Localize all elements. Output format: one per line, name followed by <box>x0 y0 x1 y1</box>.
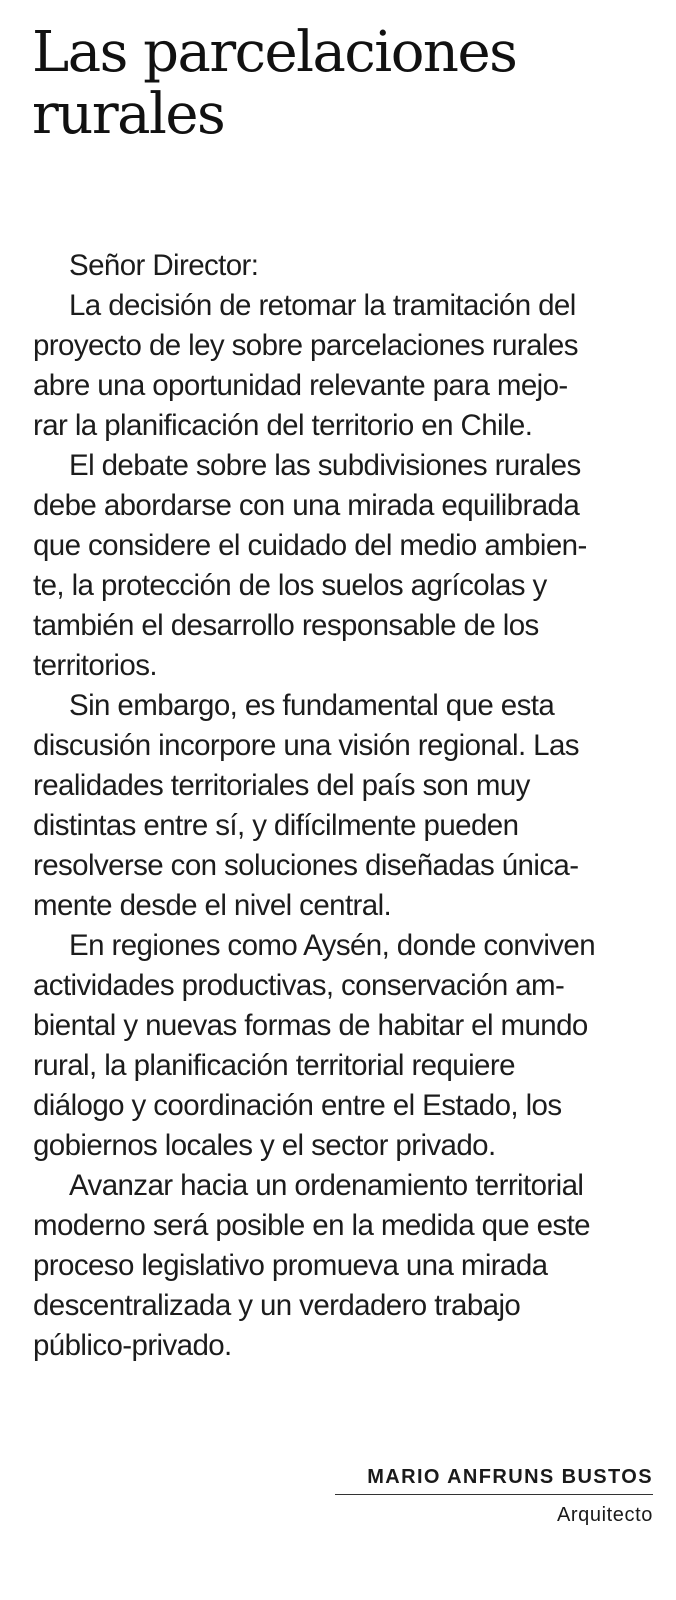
text-line: debe abordarse con una mirada equilibrada <box>33 489 580 522</box>
text-line: que considere el cuidado del medio ambien- <box>33 529 587 562</box>
text-line: también el desarrollo responsable de los <box>33 609 539 642</box>
paragraph <box>33 246 669 286</box>
text-line: La decisión de retomar la tramitación del <box>69 289 576 322</box>
text-line: diálogo y coordinación entre el Estado, los <box>33 1089 562 1122</box>
author-name: MARIO ANFRUNS BUSTOS <box>367 1466 653 1488</box>
text-line: resolverse con soluciones diseñadas única- <box>33 849 579 882</box>
text-line: distintas entre sí, y difícilmente pueden <box>33 809 519 842</box>
text-line: realidades territoriales del país son muy <box>33 769 530 802</box>
text-line: te, la protección de los suelos agrícolas y <box>33 569 547 602</box>
text-line: territorios. <box>33 649 157 682</box>
signature-block <box>335 1464 653 1529</box>
paragraph <box>33 686 669 926</box>
letter-body <box>33 246 669 1366</box>
text-line: Avanzar hacia un ordenamiento territorial <box>69 1169 584 1202</box>
text-line: moderno será posible en la medida que este <box>33 1209 590 1242</box>
text-line: rural, la planificación territorial requiere <box>33 1049 515 1082</box>
author-title: Arquitecto <box>556 1504 653 1526</box>
text-line: público-privado. <box>33 1329 232 1362</box>
text-line: gobiernos locales y el sector privado. <box>33 1129 496 1162</box>
text-line: abre una oportunidad relevante para mejo- <box>33 369 568 402</box>
paragraph <box>33 926 669 1166</box>
paragraph <box>33 446 669 686</box>
text-line: descentralizada y un verdadero trabajo <box>33 1289 521 1322</box>
headline: Las parcelaciones rurales <box>32 20 517 147</box>
text-line: rar la planificación del territorio en Chile. <box>33 409 533 442</box>
text-line: Sin embargo, es fundamental que esta <box>69 689 555 722</box>
paragraph <box>33 1166 669 1366</box>
text-line: biental y nuevas formas de habitar el mundo <box>33 1009 588 1042</box>
text-line: proceso legislativo promueva una mirada <box>33 1249 548 1282</box>
text-line: discusión incorpore una visión regional. Las <box>33 729 579 762</box>
paragraph <box>33 286 669 446</box>
text-line: En regiones como Aysén, donde conviven <box>69 929 596 962</box>
text-line: actividades productivas, conservación am- <box>33 969 565 1002</box>
text-line: Señor Director: <box>69 249 259 282</box>
text-line: mente desde el nivel central. <box>33 889 392 922</box>
text-line: proyecto de ley sobre parcelaciones rurales <box>33 329 578 362</box>
text-line: El debate sobre las subdivisiones rurales <box>69 449 581 482</box>
